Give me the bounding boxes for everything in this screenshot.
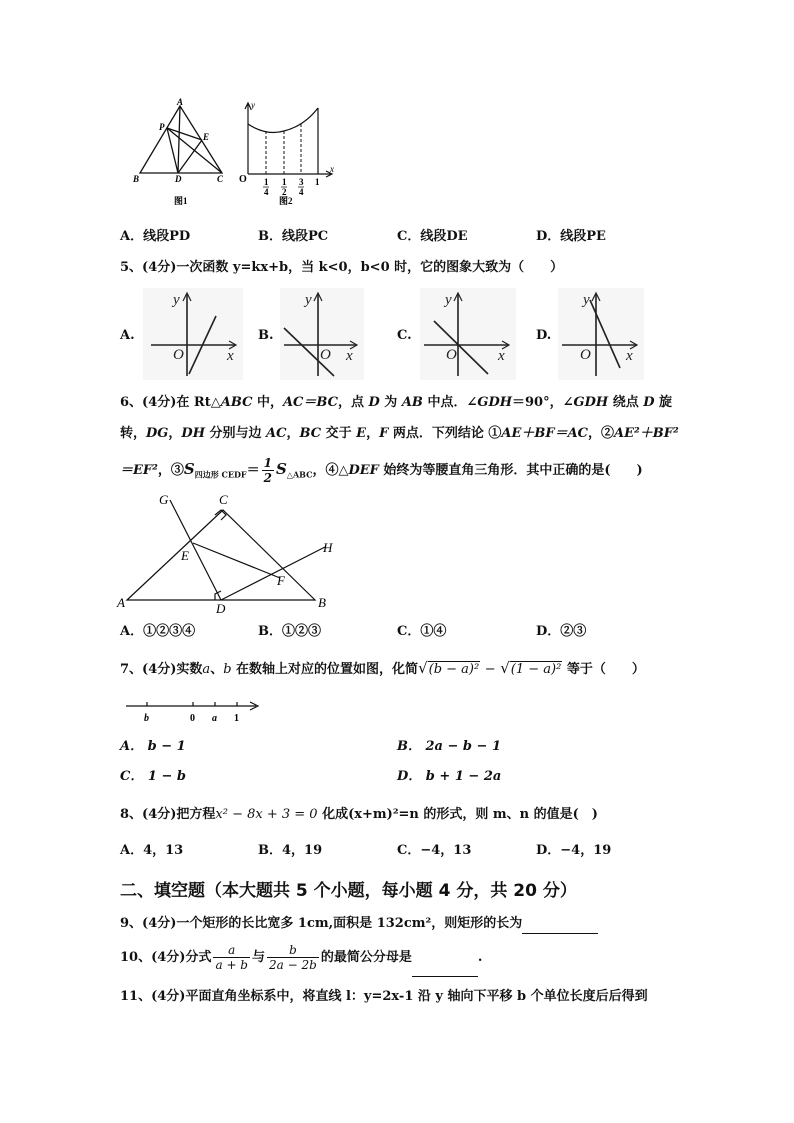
fig2-tick-1: 1 bbox=[264, 177, 269, 187]
fig1-caption: 图1 bbox=[174, 196, 188, 206]
q6-t: DEF bbox=[348, 463, 379, 478]
q10-question bbox=[120, 940, 482, 977]
q7-option-a[interactable]: A． b − 1 bbox=[120, 739, 186, 754]
q5-graph-b bbox=[280, 288, 364, 380]
q5c-y: y bbox=[445, 292, 452, 308]
q6-t: ＝ bbox=[246, 463, 260, 478]
q10-t: a + b bbox=[215, 958, 248, 972]
q6-t: ABC bbox=[220, 395, 253, 410]
q6-t: AE＋BF＝AC bbox=[501, 426, 589, 441]
q7-number-line bbox=[120, 696, 265, 724]
q6-t: ，④△ bbox=[312, 463, 349, 478]
q6-t: ＝90°，∠ bbox=[512, 395, 574, 410]
q5a-y: y bbox=[173, 292, 180, 308]
q6-t: 两点．下列结论 ① bbox=[388, 426, 502, 441]
q5b-x: x bbox=[346, 348, 353, 364]
q6-t: DG bbox=[146, 426, 169, 441]
q5-number: 5、(4分) bbox=[120, 260, 177, 275]
fig2-tick-2: 1 bbox=[282, 177, 287, 187]
q4-figure-2 bbox=[236, 98, 341, 210]
fig2-tick-3: 3 bbox=[299, 177, 304, 187]
q6-line-2 bbox=[120, 425, 679, 443]
q5a-x: x bbox=[227, 348, 234, 364]
q6-fig-h: H bbox=[323, 540, 333, 555]
q8-t: 化成(x+m)²=n 的形式，则 m、n 的值是( ) bbox=[317, 807, 598, 822]
q6-t: 转， bbox=[120, 426, 147, 441]
q6-t: ，② bbox=[588, 426, 615, 441]
fig2-x-label: x bbox=[330, 164, 334, 174]
fig2-tick-1-den: 4 bbox=[264, 187, 269, 197]
fig1-label-e: E bbox=[203, 132, 210, 142]
q6-fig-a: A bbox=[117, 595, 125, 610]
q6-t: 中， bbox=[252, 395, 283, 410]
q7-root-1: (b − a)² bbox=[428, 662, 480, 677]
q7-line-one: 1 bbox=[234, 713, 239, 724]
q10-t: b bbox=[267, 943, 319, 958]
q6-t: ，点 bbox=[337, 395, 369, 410]
fig2-origin: O bbox=[239, 174, 247, 185]
q10-fraction-2 bbox=[267, 943, 319, 972]
q6-t: S bbox=[183, 460, 195, 478]
fig1-label-b: B bbox=[133, 174, 140, 184]
q6-t: BC bbox=[299, 426, 322, 441]
q6-fig-c: C bbox=[219, 492, 228, 507]
q6-t: ， bbox=[366, 426, 380, 441]
q5-label-d[interactable]: D. bbox=[536, 328, 552, 343]
q4-option-a[interactable]: A．线段PD bbox=[120, 229, 191, 244]
q7-t: 在数轴上对应的位置如图，化简 bbox=[231, 662, 419, 677]
q6-t: D bbox=[368, 395, 380, 410]
q4-option-c[interactable]: C．线段DE bbox=[397, 229, 468, 244]
fig2-tick-3-den: 4 bbox=[299, 187, 304, 197]
q5-label-b[interactable]: B. bbox=[258, 328, 274, 343]
q7-option-d[interactable]: D． b + 1 − 2a bbox=[397, 769, 502, 784]
q8-equation: x² − 8x + 3 = 0 bbox=[215, 807, 318, 822]
q5d-y: y bbox=[583, 292, 590, 308]
q6-t: △ABC bbox=[286, 469, 313, 480]
q5d-o: O bbox=[580, 347, 591, 363]
fig1-label-c: C bbox=[217, 174, 224, 184]
q5-graph-c bbox=[420, 288, 516, 380]
q10-t: . bbox=[477, 950, 483, 965]
q5c-x: x bbox=[498, 348, 505, 364]
q6-t: 绕点 bbox=[608, 395, 644, 410]
q5-graph-d bbox=[558, 288, 644, 380]
q6-option-a[interactable]: A．①②③④ bbox=[120, 624, 196, 639]
q8-option-a[interactable]: A．4，13 bbox=[120, 843, 184, 858]
q7-t: a bbox=[202, 662, 211, 677]
q6-line-1 bbox=[120, 394, 672, 412]
q5-text: 一次函数 y=kx+b，当 k<0，b<0 时，它的图象大致为（ ） bbox=[176, 260, 564, 275]
q5-label-a[interactable]: A. bbox=[120, 328, 135, 343]
q6-fig-d: D bbox=[216, 601, 226, 615]
q6-fig-e: E bbox=[181, 548, 189, 563]
q9-answer-blank[interactable] bbox=[522, 915, 598, 934]
q5-question bbox=[120, 259, 563, 277]
fig1-label-d: D bbox=[175, 174, 182, 184]
q6-t: 四边形 CEDF bbox=[194, 469, 247, 480]
q7-t: b bbox=[223, 662, 232, 677]
fig2-tick-4: 1 bbox=[315, 177, 320, 187]
q10-t: 的最简公分母是 bbox=[320, 950, 412, 965]
q6-fig-g: G bbox=[159, 492, 169, 507]
q7-number: 7、(4分) bbox=[120, 662, 177, 677]
q6-t: AB bbox=[401, 395, 423, 410]
q10-t: a bbox=[213, 943, 250, 958]
q7-line-zero: 0 bbox=[190, 713, 195, 724]
q8-number: 8、(4分) bbox=[120, 807, 177, 822]
q7-t: 实数 bbox=[176, 662, 203, 677]
q7-t: 等于（ ） bbox=[562, 662, 645, 677]
q6-t: 2 bbox=[263, 471, 272, 485]
q7-t: 、 bbox=[210, 662, 224, 677]
q7-option-c[interactable]: C． 1 − b bbox=[120, 769, 186, 784]
q6-option-d[interactable]: D．②③ bbox=[536, 624, 587, 639]
fig2-tick-2-den: 2 bbox=[282, 187, 287, 197]
q6-t: 交于 bbox=[321, 426, 357, 441]
q8-option-b[interactable]: B．4，19 bbox=[258, 843, 323, 858]
q8-option-d[interactable]: D．−4，19 bbox=[536, 843, 612, 858]
section-heading-fill-in: 二、填空题（本大题共 5 个小题，每小题 4 分，共 20 分） bbox=[120, 881, 577, 901]
q8-question bbox=[120, 806, 598, 824]
q6-t: 中点．∠ bbox=[422, 395, 478, 410]
q7-root-2: (1 − a)² bbox=[510, 662, 562, 677]
q5-graph-a bbox=[143, 288, 243, 380]
q10-t: 分式 bbox=[185, 950, 212, 965]
q6-t: 旋 bbox=[654, 395, 673, 410]
q4-option-d[interactable]: D．线段PE bbox=[536, 229, 606, 244]
q6-t: S bbox=[275, 460, 287, 478]
q6-t: 为 bbox=[379, 395, 402, 410]
q5d-x: x bbox=[626, 348, 633, 364]
q6-t: GDH bbox=[477, 395, 513, 410]
q6-t: GDH bbox=[573, 395, 609, 410]
q6-t: AC bbox=[266, 426, 287, 441]
q5c-o: O bbox=[446, 347, 457, 363]
fig2-caption: 图2 bbox=[279, 196, 293, 206]
q6-t: AC＝BC bbox=[282, 395, 338, 410]
q8-option-c[interactable]: C．−4，13 bbox=[397, 843, 472, 858]
q5a-o: O bbox=[173, 347, 184, 363]
q11-question bbox=[120, 988, 648, 1006]
q6-fig-f: F bbox=[277, 573, 285, 588]
q10-t: 与 bbox=[252, 950, 266, 965]
q7-question: 7、(4分)实数a、b 在数轴上对应的位置如图，化简√(b − a)² − √(1 − a)² 等于（ ） bbox=[120, 659, 645, 677]
q6-option-c[interactable]: C．①④ bbox=[397, 624, 447, 639]
q6-line-3 bbox=[120, 454, 643, 490]
q9-question bbox=[120, 915, 598, 934]
q6-t: ， bbox=[168, 426, 182, 441]
q4-figure-1 bbox=[125, 98, 235, 210]
q6-t: ， bbox=[286, 426, 300, 441]
q7-t: − bbox=[484, 662, 496, 677]
q6-half-fraction bbox=[262, 456, 274, 485]
q11-text: 平面直角坐标系中，将直线 l：y=2x-1 沿 y 轴向下平移 b 个单位长度后后得到 bbox=[185, 989, 648, 1004]
q10-fraction-1 bbox=[213, 943, 250, 972]
q5b-y: y bbox=[305, 292, 312, 308]
q10-t: 2a − 2b bbox=[269, 958, 317, 972]
fig1-label-a: A bbox=[177, 98, 184, 107]
q9-text: 一个矩形的长比宽多 1cm,面积是 132cm²，则矩形的长为 bbox=[176, 916, 523, 931]
q9-number: 9、(4分) bbox=[120, 916, 177, 931]
q5-label-c[interactable]: C. bbox=[397, 328, 412, 343]
fig2-y-label: y bbox=[251, 100, 255, 110]
q7-option-b[interactable]: B． 2a − b − 1 bbox=[397, 739, 502, 754]
q7-line-a: a bbox=[212, 713, 217, 724]
q6-t: DH bbox=[181, 426, 205, 441]
q6-fig-b: B bbox=[318, 595, 326, 610]
q6-option-b[interactable]: B．①②③ bbox=[258, 624, 321, 639]
q6-t: ＝EF² bbox=[120, 463, 158, 478]
q10-answer-blank[interactable] bbox=[412, 940, 478, 977]
q6-t: 分别与边 bbox=[204, 426, 267, 441]
q6-t: AE²＋BF² bbox=[614, 426, 679, 441]
q10-number: 10、(4分) bbox=[120, 950, 186, 965]
q6-t: 1 bbox=[263, 456, 272, 470]
q6-t: E bbox=[356, 426, 367, 441]
q6-figure bbox=[115, 490, 345, 615]
q6-t: ，③ bbox=[157, 463, 184, 478]
q6-number: 6、(4分) bbox=[120, 395, 177, 410]
q5b-o: O bbox=[320, 347, 331, 363]
q11-number: 11、(4分) bbox=[120, 989, 186, 1004]
q7-line-b: b bbox=[144, 713, 149, 724]
fig1-label-p: P bbox=[159, 122, 165, 132]
q6-t: D bbox=[643, 395, 655, 410]
q4-option-b[interactable]: B．线段PC bbox=[258, 229, 329, 244]
q6-t: 在 Rt△ bbox=[176, 395, 221, 410]
q8-t: 把方程 bbox=[176, 807, 216, 822]
q6-t: F bbox=[379, 426, 389, 441]
q6-t: 始终为等腰直角三角形．其中正确的是( ) bbox=[378, 463, 643, 478]
